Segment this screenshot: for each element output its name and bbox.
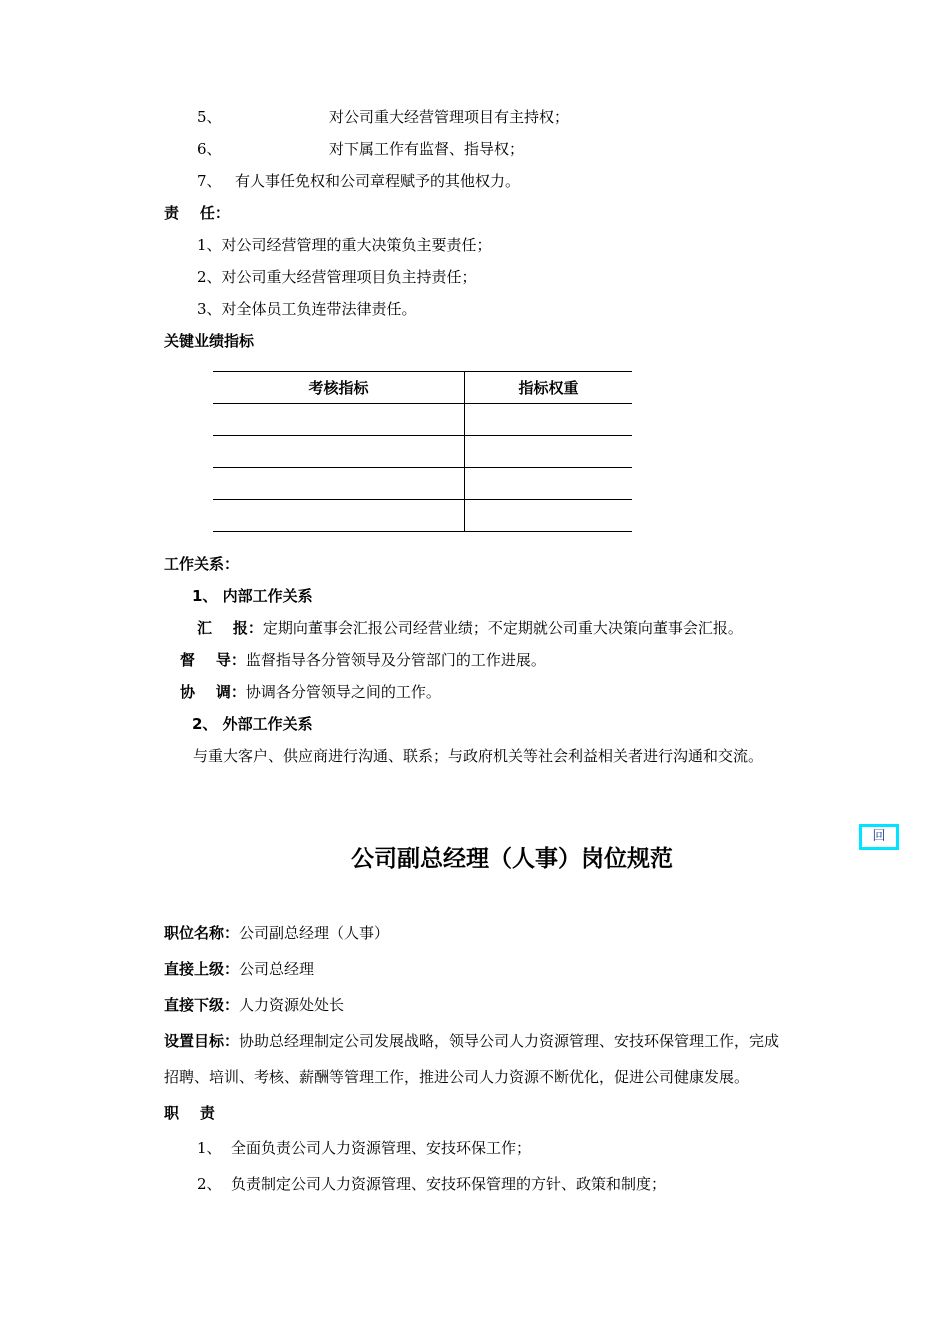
table-row (213, 468, 632, 500)
table-cell (213, 500, 465, 532)
duty-item-text: 负责制定公司人力资源管理、安技环保管理的方针、政策和制度； (231, 1175, 667, 1193)
table-cell (465, 468, 633, 500)
table-cell (213, 468, 465, 500)
table-row (213, 500, 632, 532)
responsibility-item: 2、对公司重大经营管理项目负主持责任； (197, 268, 477, 286)
authority-item-num: 6、 (197, 140, 222, 158)
back-button[interactable]: 回 (859, 824, 899, 850)
kpi-header-row (213, 372, 632, 404)
authority-item-num: 7、 (197, 172, 222, 190)
subordinate-label: 直接下级： (164, 996, 240, 1014)
page-title: 公司副总经理（人事）岗位规范 (351, 846, 673, 872)
kpi-heading: 关键业绩指标 (164, 332, 255, 350)
coordinate-label: 协 调： (180, 683, 246, 701)
external-relations-text: 与重大客户、供应商进行沟通、联系；与政府机关等社会利益相关者进行沟通和交流。 (193, 747, 764, 765)
table-row (213, 436, 632, 468)
table-cell (465, 404, 633, 436)
duties-heading: 职 责 (164, 1104, 215, 1122)
responsibility-item: 1、对公司经营管理的重大决策负主要责任； (197, 236, 492, 254)
table-cell (213, 436, 465, 468)
external-relations-heading: 2、 外部工作关系 (192, 715, 313, 733)
position-name-label: 职位名称： (164, 924, 240, 942)
table-cell (465, 500, 633, 532)
authority-item-text: 有人事任免权和公司章程赋予的其他权力。 (235, 172, 521, 190)
subordinate-value: 人力资源处处长 (239, 996, 345, 1014)
authority-item-text: 对下属工作有监督、指导权； (329, 140, 525, 158)
position-name-value: 公司副总经理（人事） (239, 924, 390, 942)
kpi-table (213, 371, 632, 532)
responsibility-heading: 责 任： (164, 204, 230, 222)
table-cell (465, 436, 633, 468)
duty-item-text: 全面负责公司人力资源管理、安技环保工作； (231, 1139, 532, 1157)
report-text: 定期向董事会汇报公司经营业绩；不定期就公司重大决策向董事会汇报。 (262, 619, 743, 637)
supervise-label: 督 导： (180, 651, 246, 669)
superior-value: 公司总经理 (239, 960, 315, 978)
authority-item-text: 对公司重大经营管理项目有主持权； (329, 108, 570, 126)
superior-label: 直接上级： (164, 960, 240, 978)
coordinate-text: 协调各分管领导之间的工作。 (245, 683, 441, 701)
goal-label: 设置目标： (164, 1032, 240, 1050)
kpi-col-indicator: 考核指标 (213, 372, 465, 404)
goal-text: 招聘、培训、考核、薪酬等管理工作，推进公司人力资源不断优化，促进公司健康发展。 (164, 1068, 750, 1086)
authority-item-num: 5、 (197, 108, 222, 126)
relations-heading: 工作关系： (164, 555, 240, 573)
table-cell (213, 404, 465, 436)
duty-item-num: 1、 (197, 1139, 222, 1157)
duty-item-num: 2、 (197, 1175, 222, 1193)
report-label: 汇 报： (197, 619, 263, 637)
goal-text: 协助总经理制定公司发展战略，领导公司人力资源管理、安技环保管理工作，完成 (239, 1032, 780, 1050)
kpi-col-weight: 指标权重 (465, 372, 633, 404)
responsibility-item: 3、对全体员工负连带法律责任。 (197, 300, 417, 318)
table-row (213, 404, 632, 436)
supervise-text: 监督指导各分管领导及分管部门的工作进展。 (245, 651, 546, 669)
internal-relations-heading: 1、 内部工作关系 (192, 587, 313, 605)
